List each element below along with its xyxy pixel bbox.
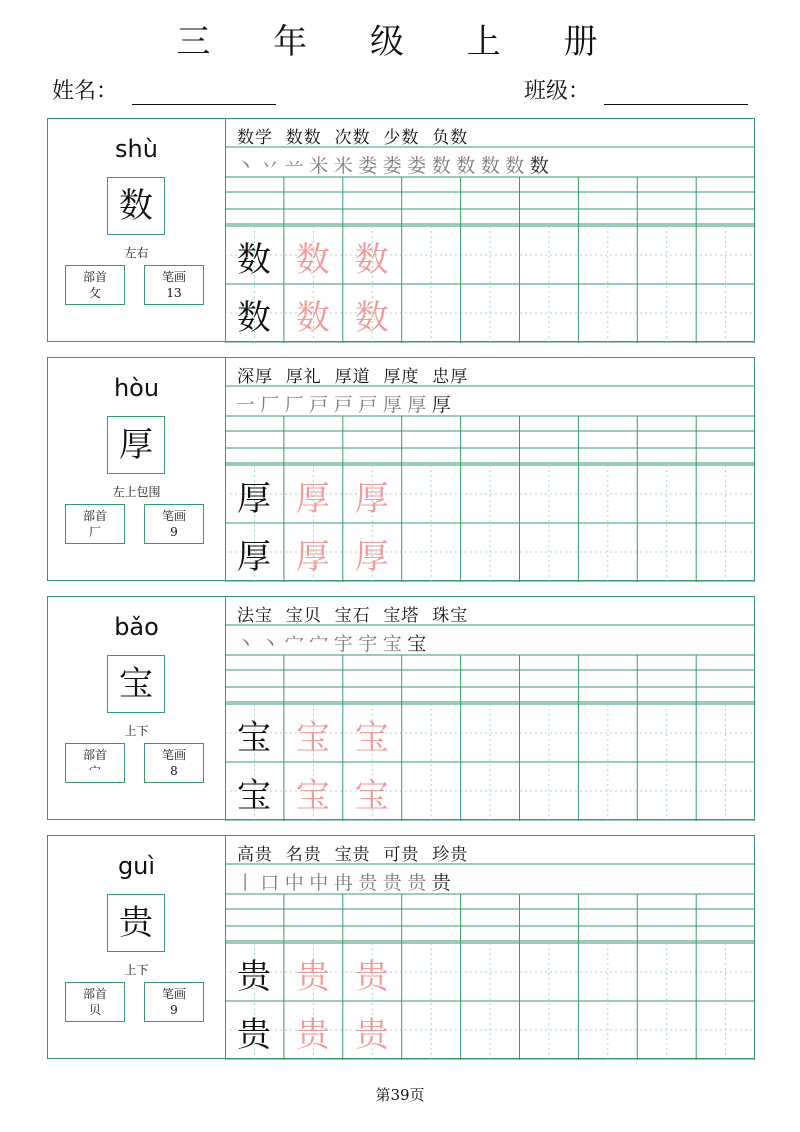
stroke-step: 娄: [358, 155, 378, 177]
example-words: 数学 数数 次数 少数 负数: [237, 128, 469, 148]
stroke-step: 戸: [358, 394, 378, 416]
stroke-step: 中: [284, 872, 304, 894]
structure-label: 左上包围: [112, 485, 161, 499]
strokes-label: 笔画: [161, 270, 186, 284]
radical-value: 攵: [88, 286, 101, 300]
pinyin: bǎo: [114, 613, 159, 641]
model-character: 厚: [237, 537, 271, 577]
radical-label: 部首: [82, 270, 107, 284]
strokes-box: [144, 982, 204, 1022]
stroke-step: 宝: [407, 633, 427, 655]
stroke-step: 贵: [382, 872, 402, 894]
model-character: 贵: [237, 957, 271, 997]
char-info-panel: [48, 358, 226, 580]
strokes-box: [144, 504, 204, 544]
trace-character: 宝: [354, 776, 389, 816]
stroke-step: 丶: [235, 633, 255, 655]
strokes-label: 笔画: [161, 748, 186, 762]
stroke-step: 丶: [260, 633, 280, 655]
character-block: [47, 835, 755, 1059]
stroke-step: 厂: [260, 394, 280, 416]
stroke-step: 中: [309, 872, 329, 894]
stroke-step: 数: [529, 155, 549, 177]
pinyin: hòu: [113, 374, 160, 402]
radical-label: 部首: [82, 509, 107, 523]
stroke-step: 戸: [333, 394, 353, 416]
model-character: 数: [237, 240, 271, 280]
stroke-step: 厚: [431, 394, 451, 416]
trace-character: 数: [295, 240, 330, 280]
stroke-step: 娄: [382, 155, 402, 177]
stroke-step: 数: [480, 155, 500, 177]
strokes-label: 笔画: [161, 509, 186, 523]
stroke-step: 口: [260, 872, 280, 894]
example-words: 高贵 名贵 宝贵 可贵 珍贵: [237, 845, 469, 865]
pinyin: guì: [117, 852, 156, 880]
class-field: [524, 74, 748, 105]
class-blank[interactable]: [604, 84, 748, 105]
stroke-step: 米: [309, 155, 329, 177]
stroke-step: 宀: [284, 633, 304, 655]
trace-character: 贵: [295, 1015, 330, 1055]
char-info-panel: [48, 597, 226, 819]
example-words: 法宝 宝贝 宝石 宝塔 珠宝: [237, 606, 469, 626]
main-character: 厚: [107, 416, 165, 474]
structure-label: 上下: [124, 724, 149, 738]
stroke-step: 丨: [235, 872, 255, 894]
name-blank[interactable]: [132, 84, 276, 105]
strokes-value: 8: [170, 764, 178, 778]
model-character: 宝: [237, 718, 271, 758]
strokes-box: [144, 265, 204, 305]
stroke-order: [233, 151, 552, 177]
example-words: 深厚 厚礼 厚道 厚度 忠厚: [237, 367, 469, 387]
stroke-step: 丶: [235, 155, 255, 177]
trace-character: 宝: [354, 718, 389, 758]
stroke-step: 宝: [382, 633, 402, 655]
stroke-step: 厚: [407, 394, 427, 416]
trace-character: 贵: [295, 957, 330, 997]
main-character: 宝: [107, 655, 165, 713]
radical-box: [65, 743, 125, 783]
radical-label: 部首: [82, 748, 107, 762]
stroke-order: [233, 390, 454, 416]
trace-character: 宝: [295, 718, 330, 758]
class-label: 班级：: [524, 79, 591, 104]
stroke-step: 数: [431, 155, 451, 177]
main-character: 数: [107, 177, 165, 235]
stroke-step: 贵: [358, 872, 378, 894]
trace-character: 贵: [354, 1015, 389, 1055]
radical-label: 部首: [82, 987, 107, 1001]
char-info-panel: [48, 119, 226, 341]
model-character: 厚: [237, 479, 271, 519]
character-block: [47, 118, 755, 342]
radical-value: 宀: [88, 764, 101, 778]
structure-label: 左右: [124, 246, 149, 260]
pinyin: shù: [115, 135, 158, 163]
stroke-order: [233, 868, 454, 894]
stroke-step: 丷: [260, 155, 280, 177]
radical-box: [65, 504, 125, 544]
stroke-step: 宇: [333, 633, 353, 655]
stroke-step: 数: [505, 155, 525, 177]
trace-character: 厚: [354, 537, 389, 577]
character-block: [47, 596, 755, 820]
radical-box: [65, 982, 125, 1022]
stroke-step: 米: [333, 155, 353, 177]
model-character: 贵: [237, 1015, 271, 1055]
trace-character: 厚: [354, 479, 389, 519]
stroke-step: 厚: [382, 394, 402, 416]
strokes-label: 笔画: [161, 987, 186, 1001]
stroke-step: 冉: [333, 872, 353, 894]
trace-character: 数: [354, 240, 389, 280]
strokes-value: 9: [170, 1003, 178, 1017]
name-field: [52, 74, 276, 105]
trace-character: 厚: [295, 537, 330, 577]
strokes-box: [144, 743, 204, 783]
page-number: 第39页: [375, 1086, 425, 1104]
strokes-value: 9: [170, 525, 178, 539]
stroke-step: 贵: [407, 872, 427, 894]
radical-box: [65, 265, 125, 305]
stroke-step: 宀: [309, 633, 329, 655]
model-character: 宝: [237, 776, 271, 816]
trace-character: 数: [354, 298, 389, 338]
radical-value: 贝: [88, 1003, 101, 1017]
trace-character: 厚: [295, 479, 330, 519]
trace-character: 贵: [354, 957, 389, 997]
radical-value: 厂: [88, 525, 101, 539]
character-block: [47, 357, 755, 581]
stroke-step: 数: [456, 155, 476, 177]
main-character: 贵: [107, 894, 165, 952]
stroke-step: 娄: [407, 155, 427, 177]
stroke-step: 厂: [284, 394, 304, 416]
trace-character: 宝: [295, 776, 330, 816]
name-label: 姓名：: [52, 79, 119, 104]
stroke-step: 䒑: [284, 155, 304, 177]
stroke-order: [233, 629, 429, 655]
stroke-step: 一: [235, 394, 255, 416]
char-info-panel: [48, 836, 226, 1058]
trace-character: 数: [295, 298, 330, 338]
model-character: 数: [237, 298, 271, 338]
structure-label: 上下: [124, 963, 149, 977]
page-title: 三 年 级 上 册: [176, 22, 624, 62]
stroke-step: 宇: [358, 633, 378, 655]
stroke-step: 戸: [309, 394, 329, 416]
strokes-value: 13: [166, 286, 182, 300]
stroke-step: 贵: [431, 872, 451, 894]
